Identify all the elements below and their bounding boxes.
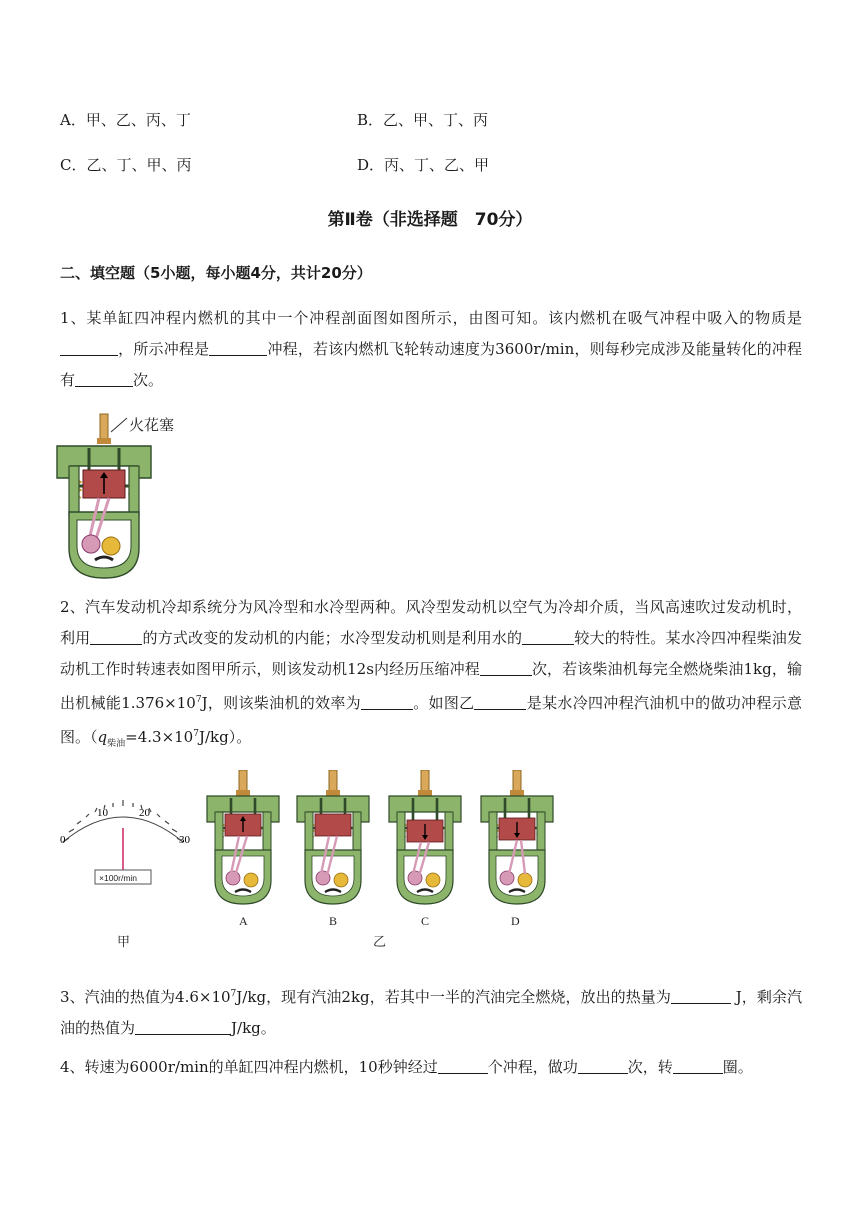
question-4 — [60, 1052, 802, 1083]
engine-d — [481, 770, 553, 904]
q1-blank-1[interactable] — [60, 340, 118, 356]
q3-blank-1[interactable] — [671, 988, 731, 1004]
figure-2 — [55, 770, 575, 955]
q4-text-3: 次，转 — [627, 1058, 673, 1076]
q2-text-9: J/kg）。 — [198, 728, 252, 746]
q2-blank-2[interactable] — [522, 629, 574, 645]
q3-exponent: 7 — [230, 989, 237, 999]
q1-text-1: 1、某单缸四冲程内燃机的其中一个冲程剖面图如图所示，由图可知。该内燃机在吸气冲程中吸入的物质是 — [60, 309, 802, 327]
q2-blank-4[interactable] — [361, 694, 413, 710]
q2-text-5: J，则该柴油机的效率为 — [201, 694, 361, 712]
figure-jia-label: 甲 — [117, 935, 131, 950]
q3-text-3: J，剩余汽油的热值为 — [60, 988, 802, 1037]
option-d: D．丙、丁、乙、甲 — [357, 156, 490, 174]
question-2 — [60, 592, 802, 760]
q2-text-7: 是某水冷四冲程汽油机中的做功冲程示意图。（ — [60, 694, 802, 746]
figure-yi-label: 乙 — [373, 935, 387, 950]
q2-q-symbol: q — [97, 728, 108, 746]
section-title: 第Ⅱ卷（非选择题 70分） — [327, 210, 533, 230]
question-3 — [60, 979, 802, 1044]
engine-label-b: B — [329, 914, 338, 928]
q3-text-1: 3、汽油的热值为4.6×10 — [60, 988, 231, 1006]
q2-text-4: 次，若该柴油机每完全燃烧柴油1kg，输出机械能1.376×10 — [60, 660, 802, 712]
q2-text-2: 的方式改变的发动机的内能；水冷型发动机则是利用水的 — [142, 629, 523, 647]
gauge-tick-30: 30 — [179, 834, 190, 846]
engine-figure-1 — [55, 408, 195, 580]
q3-text-2: J/kg，现有汽油2kg，若其中一半的汽油完全燃烧，放出的热量为 — [236, 988, 671, 1006]
engine-label-c: C — [421, 914, 430, 928]
q1-blank-3[interactable] — [75, 371, 133, 387]
q1-text-4: 次。 — [133, 371, 164, 389]
q4-blank-3[interactable] — [673, 1058, 723, 1074]
option-c: C．乙、丁、甲、丙 — [60, 156, 192, 174]
q2-text-8: =4.3×10 — [125, 728, 194, 746]
q1-text-3: 冲程，若该内燃机飞轮转动速度为3600r/min，则每秒完成涉及能量转化的冲程有 — [60, 340, 802, 389]
option-b: B．乙、甲、丁、丙 — [357, 111, 489, 129]
tachometer-gauge — [63, 800, 183, 884]
q2-text-6: 。如图乙 — [412, 694, 475, 712]
gauge-unit: ×100r/min — [99, 873, 138, 883]
q2-blank-1[interactable] — [90, 629, 142, 645]
q2-q-subscript: 柴油 — [107, 739, 126, 749]
q1-blank-2[interactable] — [209, 340, 267, 356]
fill-blank-heading: 二、填空题（5小题，每小题4分，共计20分） — [60, 264, 372, 282]
q2-exponent-1: 7 — [195, 695, 202, 705]
q3-blank-2[interactable] — [135, 1019, 231, 1035]
engine-label-d: D — [511, 914, 520, 928]
q2-blank-5[interactable] — [474, 694, 526, 710]
q2-text-3: 较大的特性。某水冷四冲程柴油发动机工作时转速表如图甲所示，则该发动机12s内经历压缩冲程 — [60, 629, 802, 678]
q4-text-1: 4、转速为6000r/min的单缸四冲程内燃机，10秒钟经过 — [60, 1058, 438, 1076]
gauge-tick-0: 0 — [60, 834, 66, 846]
engine-a — [207, 770, 279, 904]
q4-text-2: 个冲程，做功 — [487, 1058, 578, 1076]
engine-cylinder-1 — [57, 414, 151, 578]
q2-blank-3[interactable] — [480, 660, 532, 676]
q2-exponent-2: 7 — [193, 729, 199, 739]
q4-blank-2[interactable] — [578, 1058, 628, 1074]
engine-label-a: A — [239, 914, 248, 928]
q1-text-2: ，所示冲程是 — [118, 340, 210, 358]
question-1 — [60, 303, 802, 396]
q4-text-4: 圈。 — [722, 1058, 753, 1076]
spark-plug-label: 火花塞 — [129, 416, 175, 434]
q2-text-1: 2、汽车发动机冷却系统分为风冷型和水冷型两种。风冷型发动机以空气为冷却介质，当风高速吹过发动机时，利用 — [60, 598, 802, 647]
q3-text-4: J/kg。 — [231, 1019, 276, 1037]
option-a: A．甲、乙、丙、丁 — [60, 111, 191, 129]
engine-c — [389, 770, 461, 904]
gauge-tick-20: 20 — [139, 807, 150, 819]
engine-b — [297, 770, 369, 904]
gauge-tick-10: 10 — [97, 807, 108, 819]
q4-blank-1[interactable] — [438, 1058, 488, 1074]
